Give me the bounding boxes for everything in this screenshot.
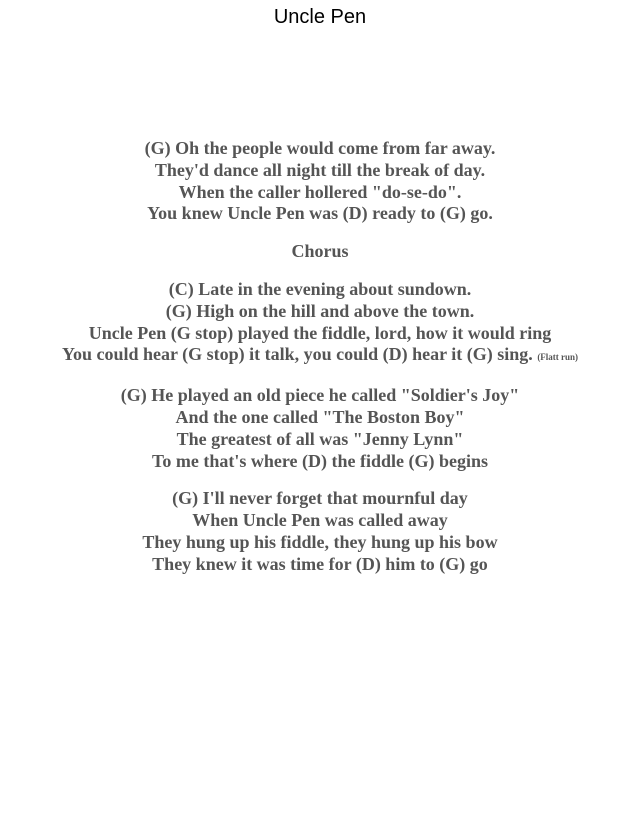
lyric-line: They knew it was time for (D) him to (G) go — [152, 553, 488, 574]
stanza-gap — [0, 263, 640, 279]
lyric-line: (C) Late in the evening about sundown. — [168, 278, 472, 299]
lyric-line-with-note — [0, 344, 640, 369]
chorus-label: Chorus — [291, 241, 349, 262]
verse-2 — [0, 385, 640, 472]
stanza-gap — [0, 225, 640, 241]
chorus-label-block — [0, 241, 640, 263]
lyric-line: The greatest of all was "Jenny Lynn" — [176, 428, 464, 449]
stanza-gap — [0, 472, 640, 488]
flatt-run-note: (Flatt run) — [537, 352, 579, 363]
verse-3 — [0, 488, 640, 575]
lyric-line: They hung up his fiddle, they hung up his bow — [142, 531, 498, 552]
lyric-line: They'd dance all night till the break of day. — [154, 159, 486, 180]
lyric-line: To me that's where (D) the fiddle (G) begins — [152, 450, 488, 471]
lyric-line: Uncle Pen (G stop) played the fiddle, lord, how it would ring — [88, 322, 552, 343]
lyric-line: (G) I'll never forget that mournful day — [172, 488, 468, 509]
lyric-line: When Uncle Pen was called away — [192, 510, 448, 531]
lyric-line: (G) High on the hill and above the town. — [165, 300, 475, 321]
lyric-line: (G) Oh the people would come from far away. — [144, 138, 496, 158]
stanza-gap — [0, 369, 640, 385]
lyric-line: And the one called "The Boston Boy" — [175, 406, 465, 427]
chorus — [0, 279, 640, 369]
lyric-line: You could hear (G stop) it talk, you could (D) hear it (G) sing. — [61, 344, 533, 365]
lyric-line: (G) He played an old piece he called "Soldier's Joy" — [120, 385, 520, 406]
page-title: Uncle Pen — [273, 6, 367, 28]
verse-1 — [0, 138, 640, 225]
lyric-line: You knew Uncle Pen was (D) ready to (G) go. — [147, 203, 493, 224]
lyrics-body — [0, 138, 640, 576]
lyric-line: When the caller hollered "do-se-do". — [178, 181, 462, 202]
